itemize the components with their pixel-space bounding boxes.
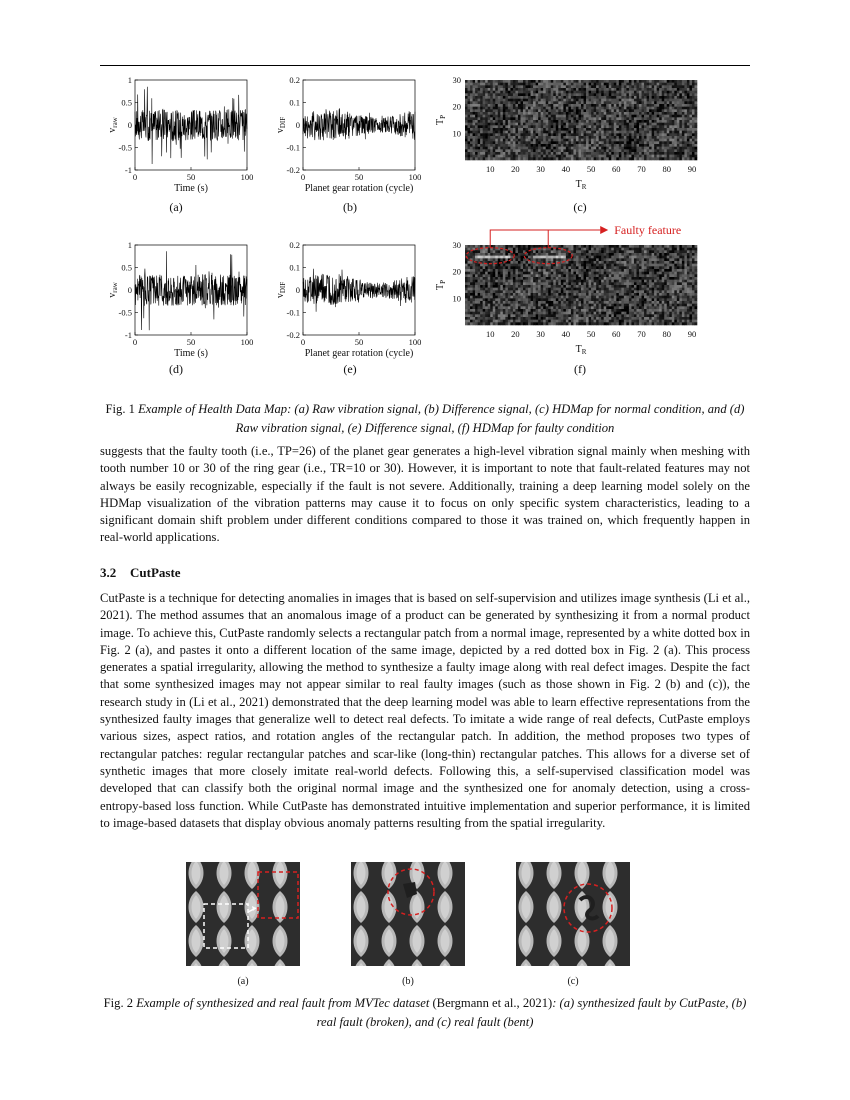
mvtec-photo-synthesized [186, 862, 300, 966]
y-tick-label: -0.5 [118, 142, 132, 153]
y-tick-label: 0.5 [121, 97, 132, 108]
x-tick-label: 50 [186, 172, 196, 182]
x-tick-label: 50 [586, 164, 596, 174]
y-tick-label: 0.1 [289, 97, 300, 108]
figure1-label-c: (c) [573, 200, 587, 214]
raw-vibration-plot [100, 75, 260, 200]
paragraph-cutpaste: CutPaste is a technique for detecting anomalies in images that is based on self-supervision and utilizes image synthesis (Li et al., 2021). The method assumes that an anomalous image of a product can be generated by synthesizing it from a normal product image. To achieve this, CutPaste randomly selects a rectangular patch from a normal image, represented by a white dotted box in Fig. 2 (a), and pastes it onto a different location of the same image, depicted by a red dotted box in Fig. 2 (a). This process generates a spatial irregularity, allowing the method to synthesize a faulty image along with real defect images. Despite the fact that some synthesized images may not appear similar to real faulty images (such as those shown in Fig. 2 (b) and (c)), the research study in (Li et al., 2021) demonstrated that the deep learning model was able to learn effective representations from the synthesized faulty images that generalize well to detect real defects. To imitate a wide range of real defects, CutPaste employs various sizes, aspect ratios, and rotation angles of the rectangular patch. In addition, the method proposes two types of rectangular patches: regular rectangular patches and scar-like (long-thin) rectangular patches. This allows for a diverse set of synthetic images that more closely imitate real-world defects. Following this, a self-supervised classification model was developed that can classify both the original normal image and the synthesized one for anomaly detection, using a cross-entropy-based loss function. While CutPaste has demonstrated intuitive implementation and superior performance, it is limited to image-based datasets that display obvious anomaly patterns resulting from the spatial irregularity. [100, 591, 750, 830]
faulty-feature-label: Faulty feature [614, 223, 682, 237]
x-axis-label: $T_R$ [575, 179, 587, 191]
x-tick-label: 100 [240, 337, 254, 347]
y-tick-label: 0 [295, 285, 300, 295]
figure1-label-b: (b) [343, 200, 357, 214]
figure1-panel-c [430, 75, 710, 200]
x-tick-label: 60 [612, 164, 621, 174]
x-axis-label: $T_R$ [575, 344, 587, 356]
x-tick-label: 0 [132, 337, 138, 347]
hdmap-faulty-plot [430, 222, 710, 365]
y-axis-label: $v_{DIF}$ [275, 116, 287, 134]
y-tick-label: -0.2 [286, 165, 300, 175]
x-tick-label: 100 [408, 337, 422, 347]
x-axis-label: Planet gear rotation (cycle) [304, 183, 414, 194]
x-tick-label: 0 [300, 337, 306, 347]
y-tick-label: 10 [452, 128, 461, 139]
y-tick-label: 0.2 [289, 240, 300, 250]
x-tick-label: 80 [662, 164, 671, 174]
x-tick-label: 100 [408, 172, 422, 182]
x-tick-label: 50 [354, 172, 364, 182]
x-tick-label: 20 [511, 164, 520, 174]
y-tick-label: -0.2 [286, 330, 300, 340]
heatmap-cells [465, 245, 697, 325]
x-tick-label: 30 [536, 164, 545, 174]
x-tick-label: 90 [687, 329, 697, 339]
x-tick-label: 100 [240, 172, 254, 182]
y-tick-label: 0 [295, 120, 300, 130]
section-heading: 3.2 CutPaste [100, 565, 181, 580]
y-axis-label: $T_P$ [435, 279, 447, 291]
x-tick-label: 50 [586, 329, 596, 339]
y-tick-label: 1 [127, 75, 132, 85]
x-tick-label: 0 [132, 172, 138, 182]
x-tick-label: 10 [485, 329, 495, 339]
x-tick-label: 50 [354, 337, 364, 347]
figure1-panel-e [268, 240, 428, 365]
y-tick-label: 1 [127, 240, 132, 250]
mvtec-photo-broken [351, 862, 465, 966]
x-tick-label: 0 [300, 172, 306, 182]
y-tick-label: -0.5 [118, 307, 132, 318]
signal-line [303, 269, 415, 312]
x-tick-label: 80 [662, 329, 671, 339]
mvtec-photo-bent [516, 862, 630, 966]
y-tick-label: 0.1 [289, 262, 300, 273]
y-tick-label: 20 [452, 266, 461, 277]
figure2-label-c: (c) [567, 976, 579, 987]
signal-line [135, 251, 247, 330]
signal-line [303, 108, 415, 140]
x-tick-label: 60 [612, 329, 621, 339]
y-tick-label: 0.2 [289, 75, 300, 85]
signal-line [135, 87, 247, 164]
x-tick-label: 40 [561, 329, 571, 339]
x-tick-label: 30 [536, 329, 545, 339]
y-axis-label: $v_{raw}$ [107, 282, 119, 298]
y-tick-label: 0 [127, 120, 132, 130]
y-tick-label: 10 [452, 293, 461, 304]
figure2-label-a: (a) [237, 976, 249, 987]
y-tick-label: 30 [452, 75, 461, 85]
figure1-panel-d [100, 240, 260, 365]
figure1-label-f: (f) [574, 362, 586, 376]
y-tick-label: 0.5 [121, 262, 132, 273]
figure1-caption: Fig. 1 Example of Health Data Map: (a) Raw vibration signal, (b) Difference signal, (c) HDMap for normal condition, and (d) Raw vibration signal, (e) Difference signal, (f) HDMap for faulty condition [105, 402, 745, 435]
x-axis-label: Planet gear rotation (cycle) [304, 348, 414, 359]
figure2-caption: Fig. 2 Example of synthesized and real fault from MVTec dataset (Bergmann et al., 2021): (a) synthesized fault by CutPaste, (b) real fault (broken), and (c) real fault (bent) [103, 996, 747, 1029]
header-rule [100, 65, 750, 66]
difference-signal-plot [268, 240, 428, 365]
figure1-panel-b [268, 75, 428, 200]
figure1-panel-f [430, 222, 710, 365]
y-tick-label: -0.1 [286, 307, 300, 318]
y-tick-label: 20 [452, 101, 461, 112]
y-axis-label: $v_{DIF}$ [275, 281, 287, 299]
x-tick-label: 40 [561, 164, 571, 174]
y-tick-label: 30 [452, 240, 461, 250]
y-axis-label: $T_P$ [435, 114, 447, 126]
x-tick-label: 90 [687, 164, 697, 174]
x-axis-label: Time (s) [174, 348, 208, 359]
x-tick-label: 70 [637, 329, 646, 339]
x-tick-label: 50 [186, 337, 196, 347]
x-tick-label: 20 [511, 329, 520, 339]
figure1-panel-a [100, 75, 260, 200]
hdmap-normal-plot [430, 75, 710, 200]
raw-vibration-plot [100, 240, 260, 365]
y-tick-label: -1 [124, 330, 132, 340]
paragraph-hdmap: suggests that the faulty tooth (i.e., TP=26) of the planet gear generates a high-level vibration signal mainly when meshing with tooth number 10 or 30 of the ring gear (i.e., TR=10 or 30). However, it is important to note that fault-related features may not always be easily recognizable, especially if the fault is not severe. Additionally, training a deep learning model solely on the HDMap visualization of the vibration patterns may cause it to focus on only specific system characteristics, leading to a significant domain shift problem under different conditions compared to those it was trained on, which frequently happen in real-world applications. [100, 444, 750, 545]
x-tick-label: 10 [485, 164, 495, 174]
difference-signal-plot [268, 75, 428, 200]
x-tick-label: 70 [637, 164, 646, 174]
x-axis-label: Time (s) [174, 183, 208, 194]
y-axis-label: $v_{raw}$ [107, 117, 119, 133]
y-tick-label: -0.1 [286, 142, 300, 153]
y-tick-label: -1 [124, 165, 132, 175]
figure1-label-d: (d) [169, 362, 183, 376]
figure1-label-a: (a) [169, 200, 183, 214]
figure2-label-b: (b) [402, 976, 414, 987]
figure1-label-e: (e) [343, 362, 357, 376]
heatmap-cells [465, 80, 697, 160]
y-tick-label: 0 [127, 285, 132, 295]
